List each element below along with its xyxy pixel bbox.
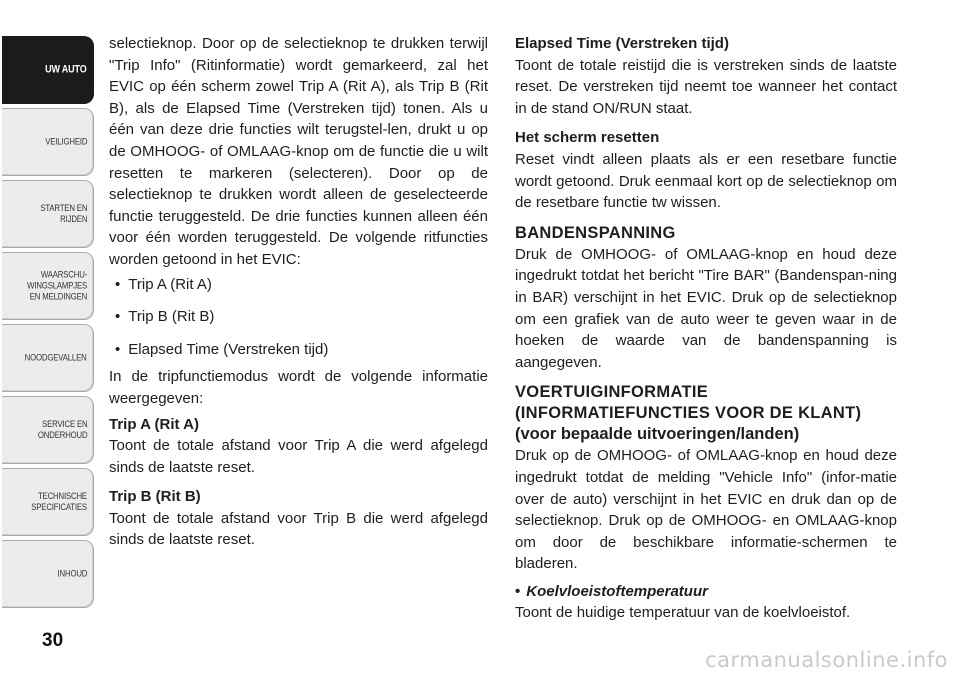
- coolant-bullet: • Koelvloeistoftemperatuur: [515, 581, 897, 603]
- tab-inhoud[interactable]: [2, 540, 94, 608]
- elapsed-text: Toont de totale reistijd die is verstreken sinds de laatste reset. De verstreken tijd neemt toe wanneer het contact in de stand ON/RUN staat.: [515, 56, 897, 117]
- tab-label: UW AUTO: [45, 63, 87, 76]
- trip-a-heading: Trip A (Rit A): [109, 415, 199, 433]
- tab-starten-en-rijden[interactable]: [2, 180, 94, 248]
- mode-paragraph: In de tripfunctiemodus wordt de volgende informatie weergegeven:: [109, 368, 488, 407]
- tab-label: VEILIGHEID: [44, 136, 87, 148]
- tab-label: SERVICE EN ONDERHOUD: [37, 419, 87, 441]
- tab-uw-auto[interactable]: [2, 36, 94, 104]
- tab-service-en-onderhoud[interactable]: [2, 396, 94, 464]
- tab-noodgevallen[interactable]: [2, 324, 94, 392]
- tab-waarschuwingslampjes[interactable]: [2, 252, 94, 320]
- tab-label: STARTEN EN RIJDEN: [40, 203, 87, 225]
- reset-heading: Het scherm resetten: [515, 129, 660, 147]
- right-column: [515, 33, 897, 624]
- trip-functions-list: [109, 274, 488, 361]
- tab-technische-specificaties[interactable]: [2, 468, 94, 536]
- left-column: [109, 33, 488, 551]
- chapter-sidebar: [0, 0, 96, 678]
- trip-b-heading: Trip B (Rit B): [109, 488, 201, 506]
- trip-b-text: Toont de totale afstand voor Trip B die werd afgelegd sinds de laatste reset.: [109, 509, 488, 549]
- page-number: 30: [42, 630, 64, 651]
- vehicle-info-heading: VOERTUIGINFORMATIE: [515, 383, 709, 402]
- tire-pressure-text: Druk de OMHOOG- of OMLAAG-knop en houd deze ingedrukt totdat het bericht "Tire BAR" (Bandenspan-ning in BAR) verschijnt in het EVIC. Druk op de selectieknop om een grafiek van de auto weer te geven waar in de hoeken de waarde van de bandenspanning is aangegeven.: [515, 245, 897, 371]
- list-item: • Trip A (Rit A): [109, 274, 488, 296]
- trip-a-text: Toont de totale afstand voor Trip A die werd afgelegd sinds de laatste reset.: [109, 437, 488, 476]
- watermark: carmanualsonline.info: [705, 648, 948, 672]
- vehicle-info-subheading: (voor bepaalde uitvoeringen/landen): [515, 425, 800, 444]
- reset-text: Reset vindt alleen plaats als er een resetbare functie wordt getoond. Druk eenmaal kort op de selectieknop om de resetbare functie tw wissen.: [515, 150, 897, 212]
- tab-label: WAARSCHU- WINGSLAMPJES EN MELDINGEN: [27, 269, 87, 303]
- tab-label: TECHNISCHE SPECIFICATIES: [31, 491, 87, 513]
- list-item: • Elapsed Time (Verstreken tijd): [109, 339, 488, 361]
- tab-label: INHOUD: [57, 568, 87, 580]
- vehicle-info-text: Druk op de OMHOOG- of OMLAAG-knop en houd deze ingedrukt totdat de melding "Vehicle Info" (infor-matie over de auto) verschijnt in het EVIC en druk dan op de selectieknop. Druk op de OMHOOG- en OMLAAG-knop om door de beschikbare informatie-schermen te bladeren.: [515, 447, 897, 573]
- elapsed-heading: Elapsed Time (Verstreken tijd): [515, 35, 729, 52]
- tab-label: NOODGEVALLEN: [25, 352, 87, 364]
- list-item: • Trip B (Rit B): [109, 306, 488, 328]
- vehicle-info-heading-2: (INFORMATIEFUNCTIES VOOR DE KLANT): [515, 404, 862, 423]
- coolant-text: Toont de huidige temperatuur van de koelvloeistof.: [515, 604, 851, 622]
- intro-paragraph: selectieknop. Door op de selectieknop te drukken terwijl "Trip Info" (Ritinformatie) wordt gemarkeerd, zal het EVIC op één scherm zowel Trip A (Rit A), als Trip B (Rit B), als de Elapsed Time (Verstreken tijd) tonen. Als u één van deze drie functies wilt terugstel-len, drukt u op de OMHOOG- of OMLAAG-knop om de functie die u wilt resetten te markeren (selecteren). Door op de selectieknop te drukken wordt alleen de geselecteerde functie teruggesteld. De drie functies kunnen alleen één voor één worden teruggesteld. De volgende ritfuncties worden getoond in het EVIC:: [109, 35, 488, 268]
- tab-veiligheid[interactable]: [2, 108, 94, 176]
- tire-pressure-heading: BANDENSPANNING: [515, 223, 676, 242]
